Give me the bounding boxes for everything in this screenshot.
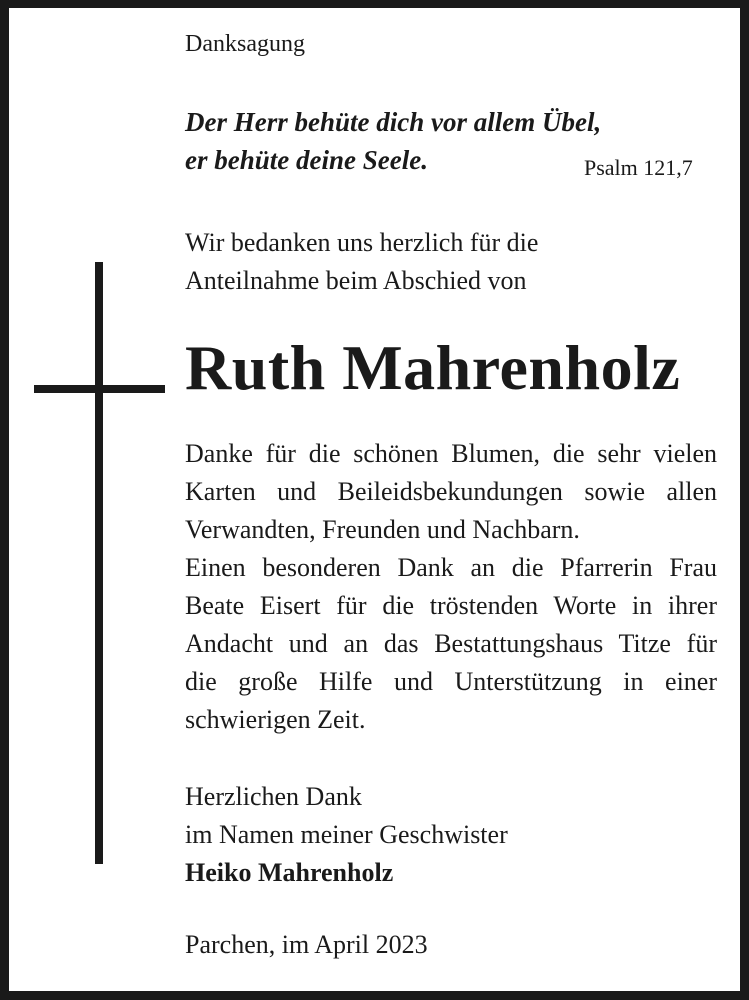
body-line-2: Karten und Beileidsbekundungen sowie allen <box>185 477 717 506</box>
body-line-4: Einen besonderen Dank an die Pfarrerin Frau <box>185 553 717 582</box>
deceased-name: Ruth Mahrenholz <box>185 332 681 403</box>
closing-block <box>185 778 508 892</box>
verse-line-2: er behüte deine Seele. <box>185 145 428 175</box>
body-line-6: Andacht und an das Bestattungshaus Titze für <box>185 629 717 658</box>
closing-line-1: Herzlichen Dank <box>185 782 362 811</box>
heading: Danksagung <box>185 31 305 57</box>
verse-line-1: Der Herr behüte dich vor allem Übel, <box>185 107 602 137</box>
body-line-1: Danke für die schönen Blumen, die sehr vielen <box>185 439 717 468</box>
intro-line-1: Wir bedanken uns herzlich für die <box>185 228 539 257</box>
thanks-body <box>185 435 717 739</box>
signer-name: Heiko Mahrenholz <box>185 858 394 887</box>
cross-icon-vertical-bar <box>95 262 103 864</box>
verse-source: Psalm 121,7 <box>584 155 693 180</box>
bible-verse <box>185 103 601 179</box>
cross-icon-horizontal-bar <box>34 385 165 393</box>
body-line-5: Beate Eisert für die tröstenden Worte in ihrer <box>185 591 717 620</box>
place-date: Parchen, im April 2023 <box>185 930 428 959</box>
body-line-3: Verwandten, Freunden und Nachbarn. <box>185 515 580 544</box>
intro-line-2: Anteilnahme beim Abschied von <box>185 266 527 295</box>
body-line-7: die große Hilfe und Unterstützung in einer <box>185 667 717 696</box>
body-line-8: schwierigen Zeit. <box>185 705 366 734</box>
closing-line-2: im Namen meiner Geschwister <box>185 820 508 849</box>
intro-text <box>185 224 538 300</box>
